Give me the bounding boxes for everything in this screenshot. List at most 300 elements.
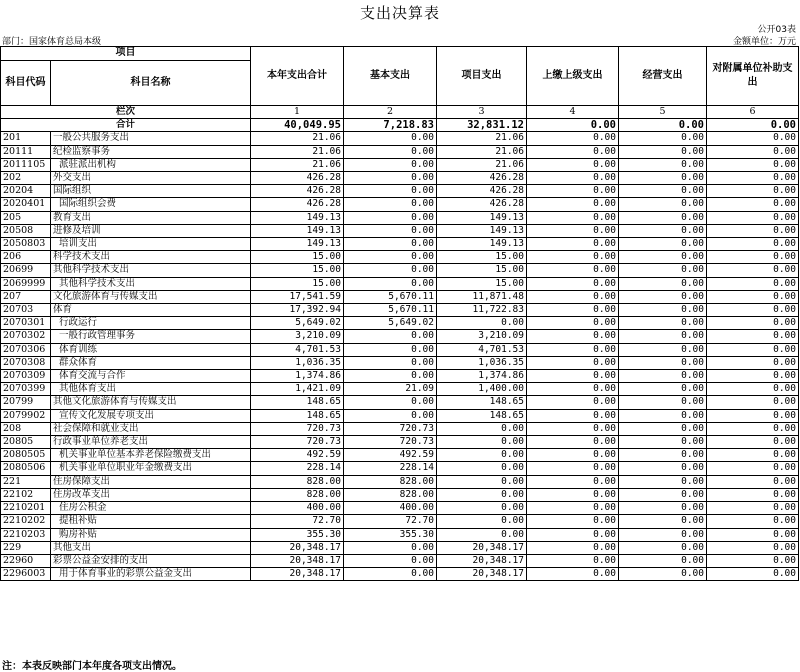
amount-cell: 21.06 (251, 158, 344, 171)
subject-code: 2069999 (1, 277, 51, 290)
amount-cell: 720.73 (344, 422, 437, 435)
amount-cell: 0.00 (344, 198, 437, 211)
amount-cell: 148.65 (437, 409, 527, 422)
amount-cell: 828.00 (344, 475, 437, 488)
amount-cell: 0.00 (619, 488, 707, 501)
table-row (1, 330, 799, 343)
amount-cell: 0.00 (707, 290, 799, 303)
amount-cell: 0.00 (707, 515, 799, 528)
subject-name: 其他体育支出 (51, 383, 251, 396)
subject-code: 2050803 (1, 238, 51, 251)
amount-cell: 3,210.09 (437, 330, 527, 343)
subject-name: 其他科学技术支出 (51, 264, 251, 277)
table-row (1, 462, 799, 475)
amount-cell: 20,348.17 (437, 541, 527, 554)
amount-cell: 0.00 (619, 238, 707, 251)
amount-cell: 21.06 (437, 158, 527, 171)
subject-code: 2020401 (1, 198, 51, 211)
amount-cell: 0.00 (707, 343, 799, 356)
amount-cell: 426.28 (251, 185, 344, 198)
table-row (1, 422, 799, 435)
amount-cell: 0.00 (527, 264, 619, 277)
amount-cell: 0.00 (344, 238, 437, 251)
amount-cell: 4,701.53 (437, 343, 527, 356)
amount-cell: 0.00 (437, 449, 527, 462)
amount-cell: 0.00 (527, 172, 619, 185)
amount-cell: 0.00 (437, 502, 527, 515)
table-row (1, 317, 799, 330)
amount-cell: 0.00 (707, 356, 799, 369)
amount-cell: 72.70 (251, 515, 344, 528)
amount-cell: 0.00 (527, 541, 619, 554)
amount-cell: 355.30 (251, 528, 344, 541)
subject-code: 207 (1, 290, 51, 303)
amount-cell: 426.28 (437, 185, 527, 198)
amount-cell: 0.00 (707, 528, 799, 541)
column-index-cell: 1 (251, 106, 344, 119)
amount-cell: 0.00 (619, 264, 707, 277)
amount-cell: 0.00 (527, 185, 619, 198)
amount-cell: 0.00 (619, 370, 707, 383)
column-index-cell: 3 (437, 106, 527, 119)
basic-header: 基本支出 (344, 47, 437, 106)
subject-name: 纪检监察事务 (51, 145, 251, 158)
subsidy-header: 对附属单位补助支出 (707, 47, 799, 106)
subject-code: 2070309 (1, 370, 51, 383)
amount-cell: 149.13 (251, 211, 344, 224)
subject-code: 20508 (1, 224, 51, 237)
table-row (1, 356, 799, 369)
table-row (1, 211, 799, 224)
amount-cell: 0.00 (619, 224, 707, 237)
amount-cell: 11,871.48 (437, 290, 527, 303)
column-index-label: 栏次 (1, 106, 251, 119)
amount-cell: 0.00 (619, 158, 707, 171)
amount-cell: 21.06 (437, 132, 527, 145)
amount-cell: 20,348.17 (437, 554, 527, 567)
amount-cell: 0.00 (527, 488, 619, 501)
amount-cell: 0.00 (527, 290, 619, 303)
amount-cell: 0.00 (619, 304, 707, 317)
table-row (1, 343, 799, 356)
amount-cell: 0.00 (619, 568, 707, 581)
subject-code: 2070306 (1, 343, 51, 356)
amount-cell: 0.00 (619, 211, 707, 224)
subject-name: 住房公积金 (51, 502, 251, 515)
expenditure-table (0, 46, 799, 581)
subject-code: 2080506 (1, 462, 51, 475)
amount-cell: 0.00 (619, 422, 707, 435)
amount-cell: 5,670.11 (344, 304, 437, 317)
amount-cell: 0.00 (707, 422, 799, 435)
subject-name: 群众体育 (51, 356, 251, 369)
total-value: 0.00 (619, 119, 707, 132)
amount-cell: 0.00 (527, 158, 619, 171)
amount-cell: 0.00 (707, 554, 799, 567)
total-label: 合计 (1, 119, 251, 132)
amount-cell: 0.00 (707, 132, 799, 145)
amount-cell: 0.00 (527, 462, 619, 475)
amount-cell: 0.00 (527, 132, 619, 145)
business-header: 经营支出 (619, 47, 707, 106)
column-index-cell: 5 (619, 106, 707, 119)
amount-cell: 0.00 (527, 554, 619, 567)
name-header: 科目名称 (51, 61, 251, 106)
total-row (1, 119, 799, 132)
amount-cell: 15.00 (251, 264, 344, 277)
subject-code: 2080505 (1, 449, 51, 462)
subject-name: 外交支出 (51, 172, 251, 185)
table-row (1, 224, 799, 237)
column-index-row (1, 106, 799, 119)
subject-name: 宣传文化发展专项支出 (51, 409, 251, 422)
table-row (1, 502, 799, 515)
table-row (1, 383, 799, 396)
subject-name: 用于体育事业的彩票公益金支出 (51, 568, 251, 581)
subject-code: 206 (1, 251, 51, 264)
amount-cell: 0.00 (707, 541, 799, 554)
amount-cell: 355.30 (344, 528, 437, 541)
amount-cell: 0.00 (707, 396, 799, 409)
amount-cell: 0.00 (344, 541, 437, 554)
table-row (1, 132, 799, 145)
amount-cell: 21.06 (251, 145, 344, 158)
amount-cell: 0.00 (527, 198, 619, 211)
amount-cell: 720.73 (251, 436, 344, 449)
table-row (1, 145, 799, 158)
amount-cell: 0.00 (707, 198, 799, 211)
table-row (1, 172, 799, 185)
amount-cell: 0.00 (707, 238, 799, 251)
table-body (1, 106, 799, 581)
subject-name: 体育 (51, 304, 251, 317)
subject-code: 229 (1, 541, 51, 554)
subject-name: 机关事业单位基本养老保险缴费支出 (51, 449, 251, 462)
amount-cell: 0.00 (619, 462, 707, 475)
amount-cell: 0.00 (527, 409, 619, 422)
amount-cell: 0.00 (344, 277, 437, 290)
subject-code: 208 (1, 422, 51, 435)
amount-cell: 0.00 (707, 145, 799, 158)
amount-cell: 0.00 (527, 475, 619, 488)
code-header: 科目代码 (1, 61, 51, 106)
amount-cell: 21.09 (344, 383, 437, 396)
subject-code: 2210203 (1, 528, 51, 541)
amount-cell: 15.00 (437, 264, 527, 277)
amount-cell: 148.65 (437, 396, 527, 409)
subject-code: 2070301 (1, 317, 51, 330)
amount-cell: 0.00 (619, 330, 707, 343)
amount-cell: 20,348.17 (251, 568, 344, 581)
amount-unit-label: 金额单位：万元 (732, 37, 796, 47)
subject-name: 培训支出 (51, 238, 251, 251)
amount-cell: 0.00 (619, 317, 707, 330)
amount-cell: 0.00 (344, 185, 437, 198)
amount-cell: 426.28 (437, 198, 527, 211)
amount-cell: 0.00 (344, 396, 437, 409)
amount-cell: 0.00 (707, 185, 799, 198)
amount-cell: 426.28 (251, 198, 344, 211)
subject-code: 2070302 (1, 330, 51, 343)
amount-cell: 0.00 (344, 224, 437, 237)
table-row (1, 185, 799, 198)
subject-name: 派驻派出机构 (51, 158, 251, 171)
upper-header: 上缴上级支出 (527, 47, 619, 106)
amount-cell: 0.00 (344, 158, 437, 171)
amount-cell: 0.00 (527, 449, 619, 462)
table-row (1, 436, 799, 449)
amount-cell: 5,649.02 (251, 317, 344, 330)
amount-cell: 0.00 (437, 436, 527, 449)
amount-cell: 1,421.09 (251, 383, 344, 396)
amount-cell: 0.00 (619, 436, 707, 449)
amount-cell: 1,036.35 (251, 356, 344, 369)
amount-cell: 0.00 (527, 343, 619, 356)
amount-cell: 0.00 (619, 198, 707, 211)
table-row (1, 449, 799, 462)
table-row (1, 528, 799, 541)
subject-code: 2070399 (1, 383, 51, 396)
amount-cell: 0.00 (437, 515, 527, 528)
amount-cell: 0.00 (437, 317, 527, 330)
amount-cell: 15.00 (251, 277, 344, 290)
amount-cell: 0.00 (707, 330, 799, 343)
department-label: 部门：国家体育总局本级 (2, 37, 102, 47)
amount-cell: 4,701.53 (251, 343, 344, 356)
subject-name: 体育交流与合作 (51, 370, 251, 383)
subject-name: 其他支出 (51, 541, 251, 554)
subject-code: 201 (1, 132, 51, 145)
amount-cell: 0.00 (344, 264, 437, 277)
amount-cell: 20,348.17 (251, 541, 344, 554)
amount-cell: 0.00 (437, 488, 527, 501)
subject-name: 一般行政管理事务 (51, 330, 251, 343)
amount-cell: 0.00 (619, 356, 707, 369)
table-row (1, 396, 799, 409)
amount-cell: 1,400.00 (437, 383, 527, 396)
amount-cell: 0.00 (527, 528, 619, 541)
total-value: 7,218.83 (344, 119, 437, 132)
amount-cell: 0.00 (619, 290, 707, 303)
amount-cell: 0.00 (619, 528, 707, 541)
subject-name: 住房保障支出 (51, 475, 251, 488)
amount-cell: 15.00 (437, 277, 527, 290)
amount-cell: 0.00 (527, 238, 619, 251)
amount-cell: 0.00 (527, 317, 619, 330)
table-row (1, 304, 799, 317)
column-index-cell: 4 (527, 106, 619, 119)
amount-cell: 0.00 (619, 554, 707, 567)
amount-cell: 0.00 (527, 568, 619, 581)
amount-cell: 17,541.59 (251, 290, 344, 303)
table-row (1, 158, 799, 171)
amount-cell: 0.00 (707, 317, 799, 330)
amount-cell: 0.00 (619, 185, 707, 198)
table-row (1, 264, 799, 277)
amount-cell: 828.00 (251, 488, 344, 501)
amount-cell: 0.00 (707, 264, 799, 277)
amount-cell: 400.00 (344, 502, 437, 515)
subject-code: 20699 (1, 264, 51, 277)
amount-cell: 1,036.35 (437, 356, 527, 369)
subject-code: 22102 (1, 488, 51, 501)
subject-code: 20703 (1, 304, 51, 317)
amount-cell: 149.13 (251, 238, 344, 251)
amount-cell: 0.00 (527, 356, 619, 369)
subject-name: 机关事业单位职业年金缴费支出 (51, 462, 251, 475)
amount-cell: 0.00 (527, 304, 619, 317)
form-number: 公开03表 (757, 25, 796, 35)
amount-cell: 0.00 (437, 528, 527, 541)
amount-cell: 148.65 (251, 409, 344, 422)
amount-cell: 828.00 (251, 475, 344, 488)
amount-cell: 20,348.17 (437, 568, 527, 581)
amount-cell: 0.00 (619, 145, 707, 158)
amount-cell: 15.00 (437, 251, 527, 264)
subject-name: 国际组织 (51, 185, 251, 198)
amount-cell: 720.73 (251, 422, 344, 435)
amount-cell: 0.00 (344, 132, 437, 145)
subject-code: 2296003 (1, 568, 51, 581)
subject-name: 科学技术支出 (51, 251, 251, 264)
subject-code: 2210202 (1, 515, 51, 528)
table-row (1, 475, 799, 488)
amount-cell: 0.00 (344, 145, 437, 158)
table-row (1, 370, 799, 383)
amount-cell: 228.14 (344, 462, 437, 475)
amount-cell: 0.00 (707, 370, 799, 383)
amount-cell: 11,722.83 (437, 304, 527, 317)
amount-cell: 0.00 (344, 568, 437, 581)
subject-code: 205 (1, 211, 51, 224)
amount-cell: 0.00 (527, 211, 619, 224)
amount-cell: 0.00 (707, 409, 799, 422)
amount-cell: 720.73 (344, 436, 437, 449)
amount-cell: 0.00 (527, 396, 619, 409)
amount-cell: 0.00 (619, 449, 707, 462)
amount-cell: 0.00 (527, 502, 619, 515)
subject-code: 221 (1, 475, 51, 488)
amount-cell: 21.06 (251, 132, 344, 145)
subject-name: 国际组织会费 (51, 198, 251, 211)
subject-name: 进修及培训 (51, 224, 251, 237)
amount-cell: 0.00 (527, 436, 619, 449)
table-row (1, 198, 799, 211)
amount-cell: 0.00 (527, 277, 619, 290)
amount-cell: 0.00 (707, 158, 799, 171)
amount-cell: 149.13 (437, 224, 527, 237)
table-row (1, 541, 799, 554)
table-row (1, 488, 799, 501)
amount-cell: 426.28 (437, 172, 527, 185)
table-row (1, 554, 799, 567)
table-row (1, 515, 799, 528)
amount-cell: 0.00 (619, 343, 707, 356)
amount-cell: 0.00 (707, 449, 799, 462)
subject-name: 其他科学技术支出 (51, 277, 251, 290)
subject-name: 体育训练 (51, 343, 251, 356)
amount-cell: 0.00 (619, 251, 707, 264)
subject-name: 住房改革支出 (51, 488, 251, 501)
amount-cell: 1,374.86 (437, 370, 527, 383)
amount-cell: 0.00 (707, 224, 799, 237)
amount-cell: 0.00 (437, 422, 527, 435)
amount-cell: 5,649.02 (344, 317, 437, 330)
amount-cell: 0.00 (344, 370, 437, 383)
subject-name: 教育支出 (51, 211, 251, 224)
subject-code: 2011105 (1, 158, 51, 171)
amount-cell: 3,210.09 (251, 330, 344, 343)
amount-cell: 0.00 (619, 515, 707, 528)
total-value: 32,831.12 (437, 119, 527, 132)
amount-cell: 0.00 (619, 409, 707, 422)
total-value: 40,049.95 (251, 119, 344, 132)
amount-cell: 0.00 (527, 515, 619, 528)
table-row (1, 238, 799, 251)
subject-name: 彩票公益金安排的支出 (51, 554, 251, 567)
amount-cell: 0.00 (619, 172, 707, 185)
subject-name: 社会保障和就业支出 (51, 422, 251, 435)
table-row (1, 277, 799, 290)
amount-cell: 0.00 (707, 488, 799, 501)
subject-code: 20805 (1, 436, 51, 449)
subject-name: 一般公共服务支出 (51, 132, 251, 145)
column-index-cell: 2 (344, 106, 437, 119)
amount-cell: 0.00 (437, 462, 527, 475)
subject-code: 20204 (1, 185, 51, 198)
amount-cell: 0.00 (619, 277, 707, 290)
subject-code: 2079902 (1, 409, 51, 422)
amount-cell: 0.00 (707, 462, 799, 475)
subject-name: 行政运行 (51, 317, 251, 330)
amount-cell: 0.00 (527, 370, 619, 383)
table-row (1, 409, 799, 422)
amount-cell: 0.00 (619, 541, 707, 554)
amount-cell: 17,392.94 (251, 304, 344, 317)
table-note: 注：本表反映部门本年度各项支出情况。 (2, 661, 182, 672)
subject-code: 2210201 (1, 502, 51, 515)
amount-cell: 0.00 (344, 356, 437, 369)
column-index-cell: 6 (707, 106, 799, 119)
amount-cell: 0.00 (344, 409, 437, 422)
amount-cell: 228.14 (251, 462, 344, 475)
amount-cell: 149.13 (251, 224, 344, 237)
table-row (1, 290, 799, 303)
amount-cell: 0.00 (527, 251, 619, 264)
subject-name: 购房补贴 (51, 528, 251, 541)
amount-cell: 15.00 (251, 251, 344, 264)
amount-cell: 0.00 (344, 330, 437, 343)
table-row (1, 251, 799, 264)
subject-code: 202 (1, 172, 51, 185)
amount-cell: 0.00 (707, 172, 799, 185)
amount-cell: 0.00 (344, 211, 437, 224)
total-value: 0.00 (527, 119, 619, 132)
subject-code: 20111 (1, 145, 51, 158)
amount-cell: 492.59 (251, 449, 344, 462)
amount-cell: 0.00 (344, 172, 437, 185)
page-title: 支出决算表 (359, 4, 440, 22)
amount-cell: 0.00 (527, 330, 619, 343)
amount-cell: 0.00 (707, 475, 799, 488)
amount-cell: 0.00 (707, 304, 799, 317)
amount-cell: 0.00 (344, 343, 437, 356)
amount-cell: 0.00 (707, 502, 799, 515)
amount-cell: 1,374.86 (251, 370, 344, 383)
table-row (1, 568, 799, 581)
subject-code: 20799 (1, 396, 51, 409)
amount-cell: 0.00 (527, 145, 619, 158)
